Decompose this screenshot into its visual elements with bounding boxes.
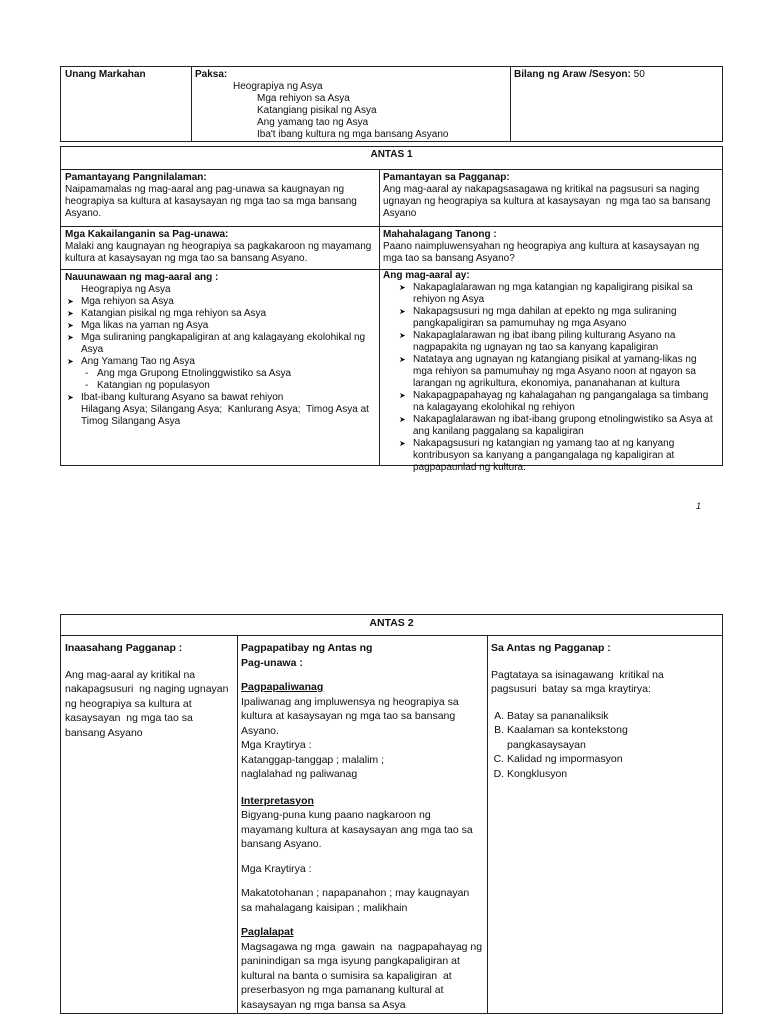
header-table — [60, 66, 723, 142]
sec-explanation-text: Ipaliwanag ang impluwensya ng heograpiya sa kultura at kasaysayan ng mga tao sa bansang Asyano. — [241, 695, 462, 737]
antas2-title: ANTAS 2 — [369, 617, 414, 629]
list-item: ➤ Mga suliraning pangkapaligiran at ang kalagayang ekolohikal ng Asya — [65, 332, 375, 356]
antas1-table — [60, 146, 723, 473]
performance-level-label: Sa Antas ng Pagganap : — [491, 642, 611, 654]
performance-standard-text: Ang mag-aaral ay nakapagsasagawa ng kritikal na pagsusuri sa naging ugnayan ng heograpiya sa kultura at kasaysayan ng mga tao sa bansang Asyano — [383, 184, 713, 219]
learners-understand-heading: Heograpiya ng Asya — [81, 284, 171, 295]
topic-item: Heograpiya ng Asya — [233, 81, 323, 92]
learners-can-label: Ang mag-aaral ay: — [383, 270, 470, 281]
content-standard-cell — [61, 170, 379, 222]
expected-performance-cell — [61, 639, 237, 742]
topic-item: Katangiang pisikal ng Asya — [257, 105, 377, 116]
page-number: 1 — [696, 501, 702, 511]
essential-question-label: Mahahalagang Tanong : — [383, 229, 497, 240]
list-item: ➤ Nakapagpapahayag ng kahalagahan ng pangangalaga sa timbang na kalagayang ekolohikal ng rehiyon — [397, 390, 718, 414]
sub-list-item: - Katangian ng populasyon — [81, 380, 375, 392]
regions-text: Hilagang Asya; Silangang Asya; Kanlurang Asya; Timog Asya at Timog Silangang Asya — [81, 404, 375, 427]
essential-question-cell — [379, 227, 722, 267]
learners-understand-label: Nauunawaan ng mag-aaral ang : — [65, 272, 219, 283]
antas2-table — [60, 614, 723, 1014]
list-item: ➤ Nakapagsusuri ng mga dahilan at epekto ng mga suliraning pangkapaligiran sa pamumuhay ng mga Asyano — [397, 306, 718, 330]
learners-understand-cell — [61, 270, 379, 430]
understanding-label: Mga Kakailanganin sa Pag-unawa: — [65, 229, 229, 240]
performance-standard-cell — [379, 170, 722, 222]
sec-interpretation-criteria-label: Mga Kraytirya : — [241, 862, 312, 875]
sessions-label: Bilang ng Araw /Sesyon: — [514, 69, 631, 80]
sec-application-title: Paglalapat — [241, 926, 294, 938]
sec-application-text: Magsagawa ng mga gawain na nagpapahayag ng paninindigan sa mga isyung pangkapaligiran at kultural na banta o sumisira sa kapaligiran at preserbasyon ng mga pamanang kultural at kasaysayan ng mga bansa sa Asya — [241, 940, 488, 1011]
sec-interpretation-text: Bigyang-puna kung paano nagkaroon ng mayamang kultura at kasaysayan ang mga tao sa bansang Asyano. — [241, 809, 476, 850]
antas1-title: ANTAS 1 — [370, 149, 413, 160]
expected-performance-label: Inaasahang Pagganap : — [65, 642, 183, 654]
criteria-item: C. Kalidad ng impormasyon — [507, 752, 677, 767]
quarter-label: Unang Markahan — [65, 69, 146, 80]
essential-question-text: Paano naimpluwensyahan ng heograpiya ang kultura at kasaysayan ng mga tao sa bansang Asyano? — [383, 241, 703, 264]
sec-interpretation-criteria: Makatotohanan ; napapanahon ; may kaugnayan sa mahalagang kaisipan ; malikhain — [241, 887, 473, 914]
sessions-value: 50 — [630, 69, 645, 80]
performance-level-cell — [487, 639, 722, 783]
list-item: ➤ Ang Yamang Tao ng Asya — [65, 356, 375, 368]
performance-level-text: Pagtataya sa isinagawang kritikal na pagsusuri batay sa mga kraytirya: — [491, 668, 667, 695]
expected-performance-text: Ang mag-aaral ay kritikal na nakapagsusuri ng naging ugnayan ng heograpiya sa kultura at kasaysayan ng mga tao sa bansang Asyano — [65, 668, 232, 739]
criteria-item: B. Kaalaman sa kontekstong pangkasaysayan — [507, 723, 677, 752]
criteria-item: D. Kongklusyon — [507, 767, 677, 782]
list-item: ➤ Mga rehiyon sa Asya — [65, 296, 375, 308]
topic-item: Ang yamang tao ng Asya — [257, 117, 369, 128]
sub-list-item: - Ang mga Grupong Etnolinggwistiko sa Asya — [81, 368, 375, 380]
list-item: ➤ Ibat-ibang kulturang Asyano sa bawat rehiyon — [65, 392, 375, 404]
topic-item: Iba't ibang kultura ng mga bansang Asyano — [257, 129, 449, 140]
sec-explanation-criteria-label: Mga Kraytirya : — [241, 739, 312, 751]
list-item: ➤ Nakapagsusuri ng katangian ng yamang tao at ng kanyang kontribusyon sa kanyang a pangangalaga ng kapaligiran at pagpapaunlad ng kultura. — [397, 438, 718, 474]
list-item: ➤ Nakapaglalarawan ng ibat-ibang grupong etnolingwistiko sa Asya at ang kanilang paggalang sa kapaligiran — [397, 414, 718, 438]
understanding-level-label: Pagpapatibay ng Antas ng Pag-unawa : — [241, 642, 376, 669]
understanding-text: Malaki ang kaugnayan ng heograpiya sa pagkakaroon ng mayamang kultura at kasaysayan ng mga tao sa bansang Asyano. — [65, 241, 375, 264]
learners-can-cell — [379, 268, 722, 476]
list-item: ➤ Mga likas na yaman ng Asya — [65, 320, 375, 332]
understanding-cell — [61, 227, 379, 267]
list-item: ➤ Nakapaglalarawan ng mga katangian ng kapaligirang pisikal sa rehiyon ng Asya — [397, 282, 718, 306]
sec-interpretation-title: Interpretasyon — [241, 794, 314, 807]
topic-label: Paksa: — [195, 69, 228, 80]
list-item: ➤ Nakapaglalarawan ng ibat ibang piling kulturang Asyano na nagpapakita ng ugnayan ng tao sa kanyang kapaligiran — [397, 330, 718, 354]
understanding-level-cell — [237, 639, 487, 1014]
topic-item: Mga rehiyon sa Asya — [257, 93, 350, 104]
content-standard-label: Pamantayang Pangnilalaman: — [65, 172, 207, 183]
list-item: ➤ Natataya ang ugnayan ng katangiang pisikal at yamang-likas ng mga rehiyon sa pamumuhay ng mga Asyano noon at ngayon sa larangan ng agrikultura, ekonomiya, pananahanan at kultura — [397, 354, 718, 390]
content-standard-text: Naipamamalas ng mag-aaral ang pag-unawa sa kaugnayan ng heograpiya sa kultura at kasaysayan ng mga tao sa mga bansang Asyano. — [65, 184, 360, 219]
sec-explanation-criteria: Katanggap-tanggap ; malalim ; naglalahad ng paliwanag — [241, 753, 387, 780]
sec-explanation-title: Pagpapaliwanag — [241, 681, 324, 693]
performance-standard-label: Pamantayan sa Pagganap: — [383, 172, 510, 183]
criteria-item: A. Batay sa pananaliksik — [507, 709, 677, 724]
list-item: ➤ Katangian pisikal ng mga rehiyon sa Asya — [65, 308, 375, 320]
